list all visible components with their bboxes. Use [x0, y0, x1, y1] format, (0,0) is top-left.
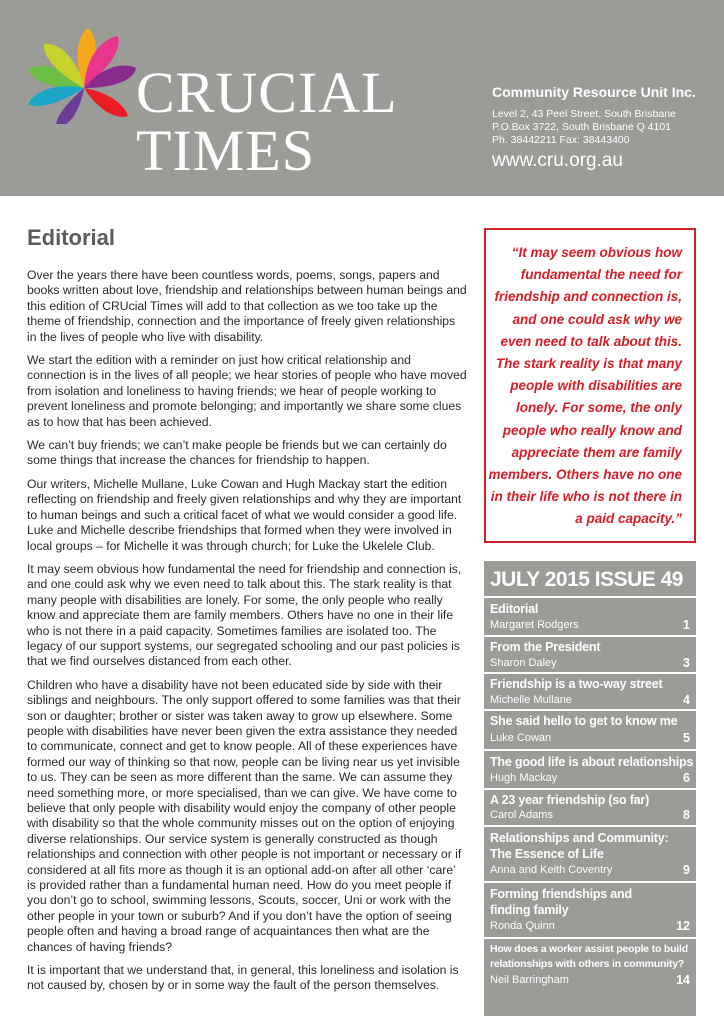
- phone-fax: Ph. 38442211 Fax: 38443400: [492, 134, 630, 146]
- toc-author: Carol Adams: [490, 809, 553, 821]
- toc-item[interactable]: [484, 883, 696, 937]
- editorial-body: [27, 268, 467, 1002]
- toc-item[interactable]: [484, 751, 696, 787]
- toc-title-line1: How does a worker assist people to build: [490, 943, 688, 955]
- toc-title: Friendship is a two-way street: [490, 677, 663, 691]
- toc-title: She said hello to get to know me: [490, 714, 678, 728]
- toc-title: Editorial: [490, 602, 539, 616]
- toc-page-number: 1: [683, 618, 690, 632]
- toc-title-line1: Forming friendships and: [490, 887, 632, 901]
- editorial-paragraph: We can’t buy friends; we can’t make people be friends but we can certainly do some things that increase the chances for friendship to happen.: [27, 438, 447, 468]
- toc-item[interactable]: [484, 939, 696, 995]
- pull-quote-text: “It may seem obvious how fundamental the need for friendship and connection is, and one could ask why we even need to talk about this. The stark reality is that many people with disabilities are lonely. For some, the only people who really know and appreciate them are family members. Others have no one in their life who is not there in a paid capacity.”: [488, 245, 682, 527]
- toc-author: Sharon Daley: [490, 657, 557, 669]
- pull-quote-box: [484, 228, 696, 543]
- editorial-paragraph: We start the edition with a reminder on just how critical relationship and connection is in the lives of all people; we hear stories of people who have moved from isolation and loneliness to having friends; we hear of people working to prevent loneliness and promote belonging; and importantly we share some clues as to how that has been achieved.: [27, 353, 467, 429]
- toc-title-line2: finding family: [490, 903, 569, 917]
- contents-panel: [484, 561, 696, 1016]
- toc-item[interactable]: [484, 637, 696, 673]
- toc-item[interactable]: [484, 674, 696, 710]
- masthead: [0, 0, 724, 196]
- publication-title-line2: TIMES: [136, 118, 315, 183]
- toc-title: The good life is about relationships: [490, 755, 694, 769]
- toc-page-number: 3: [683, 656, 690, 670]
- toc-item[interactable]: [484, 711, 696, 747]
- editorial-heading: Editorial: [27, 225, 116, 250]
- toc-author: Michelle Mullane: [490, 694, 572, 706]
- address-line-2: P.O.Box 3722, South Brisbane Q 4101: [492, 121, 672, 133]
- toc-author: Anna and Keith Coventry: [490, 864, 613, 876]
- toc-title-line2: relationships with others in community?: [490, 958, 685, 970]
- toc-page-number: 9: [683, 863, 690, 877]
- toc-page-number: 8: [683, 808, 690, 822]
- toc-author: Ronda Quinn: [490, 920, 555, 932]
- toc-title: From the President: [490, 640, 601, 654]
- toc-page-number: 14: [676, 973, 690, 987]
- toc-title-line2: The Essence of Life: [490, 847, 604, 861]
- toc-page-number: 5: [683, 731, 690, 745]
- toc-page-number: 4: [683, 693, 690, 707]
- toc-title-line1: Relationships and Community:: [490, 831, 669, 845]
- toc-title: A 23 year friendship (so far): [490, 793, 650, 807]
- toc-page-number: 12: [676, 919, 690, 933]
- org-name: Community Resource Unit Inc.: [492, 84, 696, 100]
- toc-author: Margaret Rodgers: [490, 619, 579, 631]
- editorial-paragraph: It is important that we understand that, in general, this loneliness and isolation is not caused by, chosen by or in some way the fault of the person themselves.: [27, 963, 459, 993]
- toc-item[interactable]: [484, 790, 696, 826]
- editorial-paragraph: It may seem obvious how fundamental the need for friendship and connection is, and one could ask why we even need to talk about this. The stark reality is that many people with disabilities are lonely. For some, the only people who really know and appreciate them are family members. Others have no one in their life who is not there in a paid capacity. Sometimes families are isolated too. The legacy of our support systems, our segregated schooling and our past policies is that we find ourselves distanced from each other.: [27, 561, 462, 669]
- website-link[interactable]: www.cru.org.au: [492, 150, 623, 171]
- toc-item[interactable]: [484, 827, 696, 881]
- editorial-paragraph: Over the years there have been countless words, poems, songs, papers and books written about love, friendship and relationships between human beings and this edition of CRUcial Times will add to that collection as we too take up the theme of friendship, connection and the importance of freely given relationships in the lives of people who live with disability.: [27, 268, 467, 344]
- editorial-paragraph: Our writers, Michelle Mullane, Luke Cowan and Hugh Mackay start the edition reflecting on friendship and freely given relationships and why they are important to human beings and such a critical facet of what we would consider a good life. Luke and Michelle describe friendships that formed when they were involved in local groups – for Michelle it was through church; for Luke the Ukelele Club.: [27, 476, 462, 553]
- issue-heading: JULY 2015 ISSUE 49: [490, 568, 683, 591]
- toc-author: Neil Barringham: [490, 974, 569, 986]
- toc-author: Hugh Mackay: [490, 772, 558, 784]
- toc-page-number: 6: [683, 771, 690, 785]
- publication-title-line1: CRUCIAL: [136, 60, 398, 125]
- toc-item[interactable]: [484, 598, 696, 638]
- toc-author: Luke Cowan: [490, 732, 552, 744]
- address-line-1: Level 2, 43 Peel Street, South Brisbane: [492, 108, 676, 120]
- editorial-paragraph: Children who have a disability have not been educated side by side with their siblings and neighbours. The only support offered to some families was that their son or daughter; brother or sister was taken away to grow up elsewhere. Some people with disabilities have never been given the extra assistance they needed to communicate, connect and get to know people. All of these experiences have formed our way of thinking so that now, people can be living near us yet invisible to us. They can be seen as more different than the same. We can assume they need something more, or more specialised, than we can give. We have come to believe that only people with disability would enjoy the company of other people with disability so that the whole community misses out on the option of enjoying diverse relationships. Our service system is generally constructed as though relationships and connection with other people is not important or necessary or if considered at all fits more as though it is an optional add-on after all other ‘care’ is provided rather than a fundamental human need. How do you meet people if you don’t go to school, swimming lessons, Scouts, soccer, Uni or work with the other people in your town or suburb? And if you don’t have the option of seeing people often and having a broad range of acquaintances then what are the chances of having friends?: [27, 677, 462, 954]
